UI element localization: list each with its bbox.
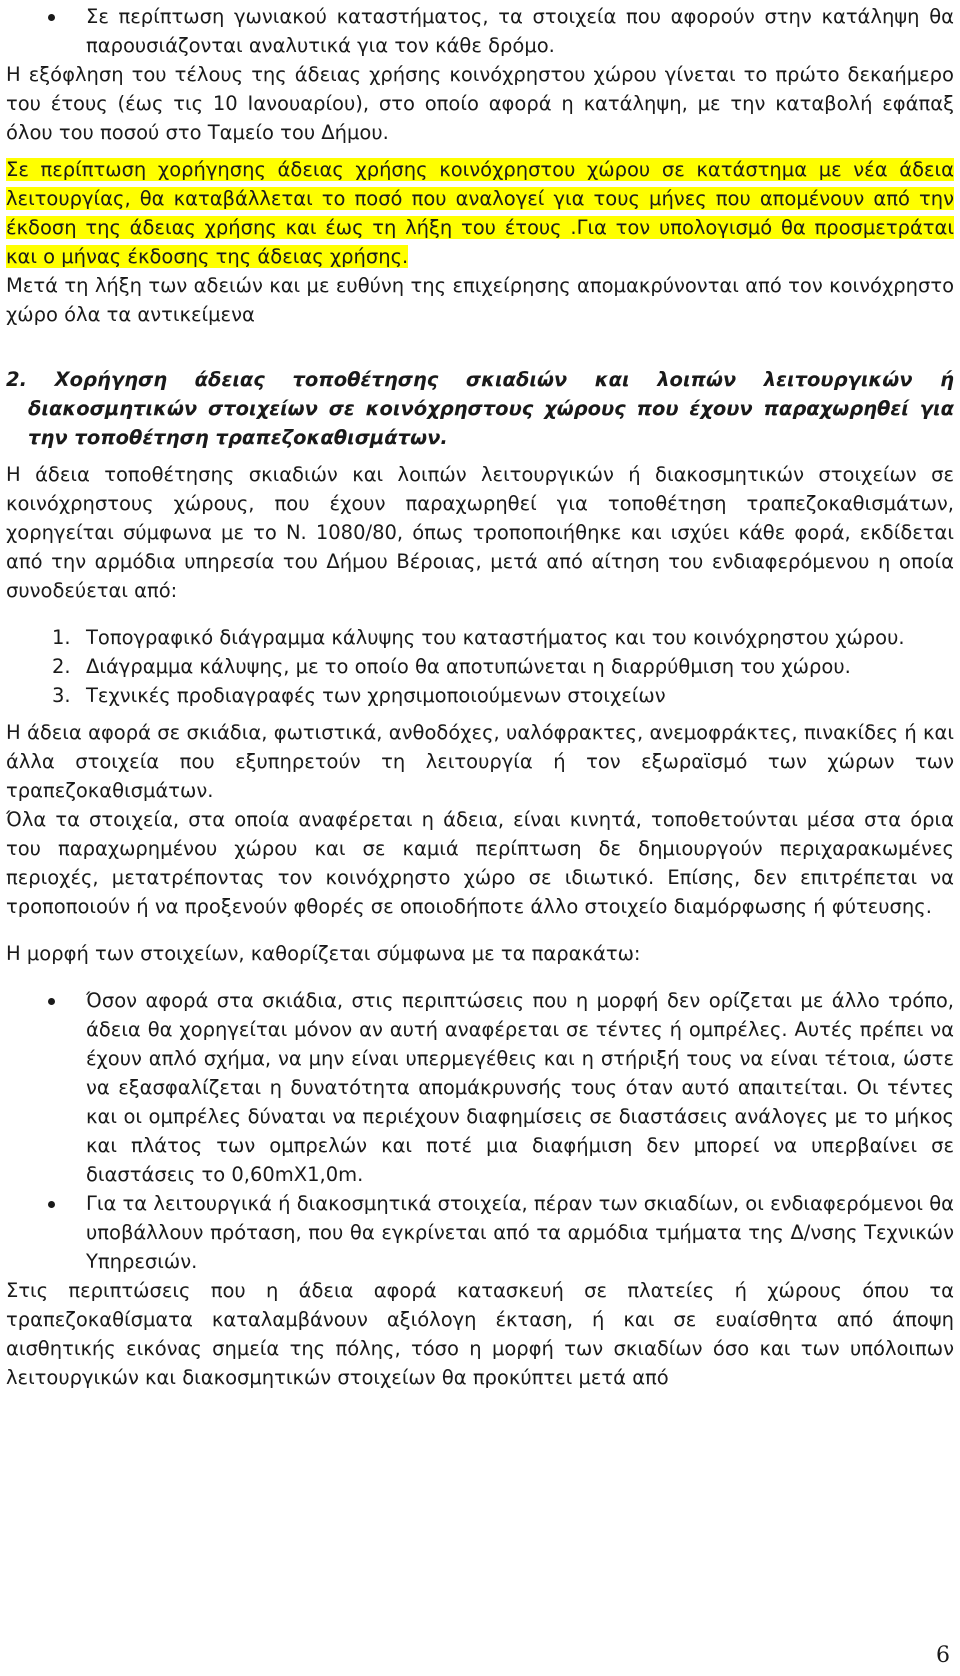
- bullet-text: Όσον αφορά στα σκιάδια, στις περιπτώσεις που η μορφή δεν ορίζεται με άλλο τρόπο, άδεια θα χορηγείται μόνον αν αυτή αναφέρεται σε τέντες ή ομπρέλες. Αυτές πρέπει να έχουν απλό σχήμα, να μην είναι υπερμεγέθεις και η στήριξή τους να είναι τέτοια, ώστε να εξασφαλίζεται η δυνατότητα απομάκρυνσής τους όταν αυτό απαιτείται. Οι τέντες και οι ομπρέλες δύναται να περιέχουν διαφημίσεις σε διαστάσεις ανάλογες με το μήκος και πλάτος των ομπρελών και ποτέ μια διαφήμιση δεν μπορεί να υπερβαίνει σε διαστάσεις το 0,60mΧ1,0m.: [86, 989, 954, 1186]
- paragraph-removal: Μετά τη λήξη των αδειών και με ευθύνη της επιχείρησης απομακρύνονται από τον κοινόχρηστο χώρο όλα τα αντικείμενα: [6, 274, 954, 326]
- list-item: [6, 1189, 954, 1276]
- bullet-icon: [48, 14, 55, 21]
- paragraph-license: Η άδεια τοποθέτησης σκιαδιών και λοιπών λειτουργικών ή διακοσμητικών στοιχείων σε κοινόχρηστους χώρους, που έχουν παραχωρηθεί για τοποθέτηση τραπεζοκαθισμάτων, χορηγείται σύμφωνα με το Ν. 1080/80, όπως τροποποιήθηκε και ισχύει κάθε φορά, εκδίδεται από την αρμόδια υπηρεσία του Δήμου Βέροιας, μετά από αίτηση του ενδιαφερόμενου η οποία συνοδεύεται από:: [6, 463, 954, 602]
- list-text: Τεχνικές προδιαγραφές των χρησιμοποιούμενων στοιχείων: [86, 684, 666, 707]
- list-number: 2.: [52, 655, 71, 678]
- paragraph-payment: Η εξόφληση του τέλους της άδειας χρήσης κοινόχρηστου χώρου γίνεται το πρώτο δεκαήμερο του έτους (έως τις 10 Ιανουαρίου), στο οποίο αφορά η κατάληψη, με την καταβολή εφάπαξ όλου του ποσού στο Ταμείο του Δήμου.: [6, 63, 954, 144]
- list-number: 1.: [52, 626, 71, 649]
- page-content: [6, 2, 954, 1392]
- list-text: Διάγραμμα κάλυψης, με το οποίο θα αποτυπώνεται η διαρρύθμιση του χώρου.: [86, 655, 851, 678]
- paragraph-squares: Στις περιπτώσεις που η άδεια αφορά κατασκευή σε πλατείες ή χώρους όπου τα τραπεζοκαθίσματα καταλαμβάνουν αξιόλογη έκταση, ή και σε ευαίσθητα από άποψη αισθητικής εικόνας σημεία της πόλης, τόσο η μορφή των σκιαδίων όσο και των υπόλοιπων λειτουργικών και διακοσμητικών στοιχείων θα προκύπτει μετά από: [6, 1279, 954, 1389]
- bullet-icon: [48, 998, 55, 1005]
- list-item: [6, 986, 954, 1189]
- paragraph-highlighted: [6, 155, 954, 271]
- page-number: 6: [936, 1643, 950, 1668]
- list-item: [6, 2, 954, 60]
- top-bullet-list: [6, 2, 954, 60]
- bullet-text: Σε περίπτωση γωνιακού καταστήματος, τα στοιχεία που αφορούν στην κατάληψη θα παρουσιάζονται αναλυτικά για τον κάθε δρόμο.: [86, 5, 954, 57]
- list-number: 3.: [52, 684, 71, 707]
- paragraph-movable: Όλα τα στοιχεία, στα οποία αναφέρεται η άδεια, είναι κινητά, τοποθετούνται μέσα στα όρια του παραχωρημένου χώρου και σε καμιά περίπτωση δε δημιουργούν περιχαρακωμένες περιοχές, μετατρέποντας τον κοινόχρηστο χώρο σε ιδιωτικό. Επίσης, δεν επιτρέπεται να τροποποιούν ή να προξενούν φθορές σε οποιοδήποτε άλλο στοιχείο διαμόρφωσης ή φύτευσης.: [6, 808, 954, 918]
- list-item: [6, 623, 954, 652]
- section-heading: 2. Χορήγηση άδειας τοποθέτησης σκιαδιών και λοιπών λειτουργικών ή διακοσμητικών στοιχείων σε κοινόχρηστους χώρους που έχουν παραχωρηθεί για την τοποθέτηση τραπεζοκαθισμάτων.: [6, 368, 954, 449]
- paragraph-concerns: Η άδεια αφορά σε σκιάδια, φωτιστικά, ανθοδόχες, υαλόφρακτες, ανεμοφράκτες, πινακίδες ή και άλλα στοιχεία που εξυπηρετούν τη λειτουργία ή τον εξωραϊσμό των χώρων των τραπεζοκαθισμάτων.: [6, 721, 954, 802]
- list-item: [6, 652, 954, 681]
- bullet-text: Για τα λειτουργικά ή διακοσμητικά στοιχεία, πέραν των σκιαδίων, οι ενδιαφερόμενοι θα υποβάλλουν πρόταση, που θα εγκρίνεται από τα αρμόδια τμήματα της Δ/νσης Τεχνικών Υπηρεσιών.: [86, 1192, 954, 1273]
- numbered-list: [6, 623, 954, 710]
- list-text: Τοπογραφικό διάγραμμα κάλυψης του καταστήματος και του κοινόχρηστου χώρου.: [86, 626, 905, 649]
- form-bullet-list: [6, 986, 954, 1276]
- list-item: [6, 681, 954, 710]
- paragraph-form-intro: Η μορφή των στοιχείων, καθορίζεται σύμφωνα με τα παρακάτω:: [6, 942, 641, 965]
- bullet-icon: [48, 1201, 55, 1208]
- highlighted-text: Σε περίπτωση χορήγησης άδειας χρήσης κοινόχρηστου χώρου σε κατάστημα με νέα άδεια λειτουργίας, θα καταβάλλεται το ποσό που αναλογεί για τους μήνες που απομένουν από την έκδοση της άδειας χρήσης και έως τη λήξη του έτους .Για τον υπολογισμό θα προσμετράται και ο μήνας έκδοσης της άδειας χρήσης.: [6, 158, 954, 268]
